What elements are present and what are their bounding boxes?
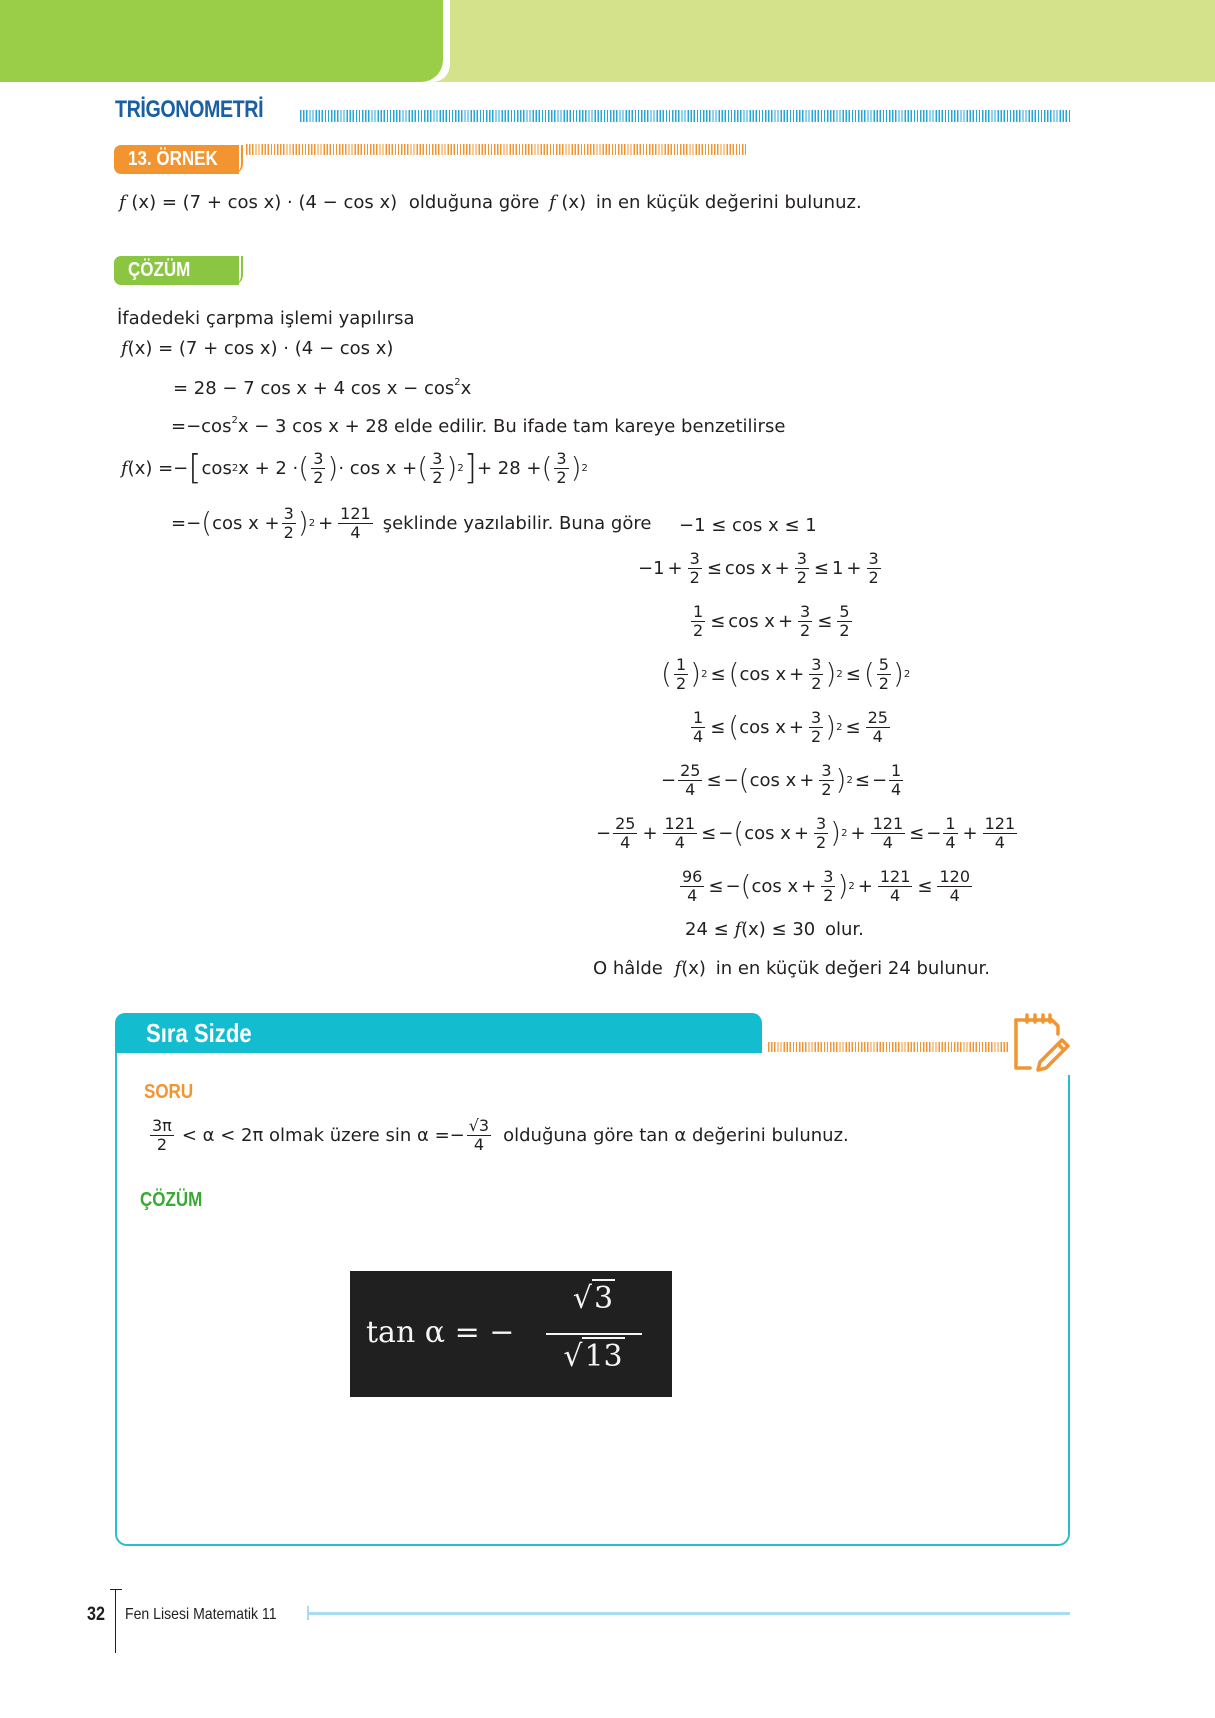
- solution-line-1: f(x) = (7 + cos x) · (4 − cos x): [121, 338, 394, 359]
- solution-line-2: = 28 − 7 cos x + 4 $\cos x - \cos^2x$: [173, 377, 472, 399]
- practice-header-rule: [768, 1042, 1008, 1052]
- inequality-1: −1 ≤ cos x ≤ 1: [679, 515, 817, 536]
- inequality-7: − $\frac{25}{4}$ + $\frac{121}{4}$ ≤ − ( cos x + $\frac{3}{2}$ ) 2 + $\frac{121}{4}$ ≤ − $\frac{1}{4}$ + $\frac{121}{4}$: [596, 813, 1016, 852]
- question-label: SORU: [144, 1081, 194, 1103]
- inequality-8: $\frac{96}{4}$ ≤ − ( cos x + $\frac{3}{2}$ ) 2 + $\frac{121}{4}$ ≤ $\frac{120}{4}$: [682, 866, 971, 905]
- answer-lhs: tan α = −: [366, 1315, 515, 1350]
- answer-denominator: √13: [563, 1339, 623, 1374]
- practice-solution-label: ÇÖZÜM: [140, 1189, 203, 1211]
- answer-numerator: √3: [572, 1281, 614, 1316]
- solution-intro: İfadedeki çarpma işlemi yapılırsa: [117, 308, 415, 329]
- practice-title: Sıra Sizde: [146, 1018, 252, 1048]
- inequality-final: 24 ≤ f(x) ≤ 30 olur.: [685, 919, 864, 940]
- chapter-title: TRİGONOMETRİ: [115, 96, 264, 123]
- page-number: 32: [87, 1604, 105, 1625]
- inequality-5: $\frac{1}{4}$ ≤ ( cos x + $\frac{3}{2}$ ) 2 ≤ $\frac{25}{4}$: [693, 707, 888, 746]
- footer-rule: [308, 1612, 1070, 1615]
- example-tag-rule: [246, 144, 746, 155]
- inequality-6: − $\frac{25}{4}$ ≤ − ( cos x + $\frac{3}{2}$ ) 2 ≤ − $\frac{1}{4}$: [661, 760, 902, 799]
- notepad-pencil-icon: [1012, 1010, 1074, 1072]
- banner-curve: [430, 0, 470, 84]
- solution-line-4: f (x) =− [ cos 2 x + 2 · ( $\frac{3}{2}$ ) · cos x + ( $\frac{3}{2}$ ) 2 ] + 28 + ( $\frac{3}{2}$ ) 2: [121, 448, 588, 488]
- top-banner-light: [457, 0, 1215, 82]
- inequality-2: − 1 + $\frac{3}{2}$ ≤ cos x + $\frac{3}{2}$ ≤ 1 + $\frac{3}{2}$: [638, 548, 879, 587]
- chapter-title-rule: [300, 110, 1072, 122]
- example-tag: 13. ÖRNEK: [114, 145, 239, 174]
- practice-question: $\frac{3\pi}{2}$ < α < 2π olmak üzere sin α =− $\frac{√3}{4}$ olduğuna göre tan α değerini bulunuz.: [152, 1115, 849, 1154]
- solution-tag: ÇÖZÜM: [114, 256, 239, 285]
- solution-line-3: $=-\cos^2x - 3$ cos x + 28 elde edilir. Bu ifade tam kareye benzetilirse: [171, 415, 786, 437]
- answer-formula-image: [350, 1271, 672, 1397]
- footer-tick: [110, 1589, 122, 1590]
- top-banner-dark: [0, 0, 443, 82]
- inequality-3: $\frac{1}{2}$ ≤ cos x + $\frac{3}{2}$ ≤ $\frac{5}{2}$: [693, 601, 850, 640]
- footer-divider: [115, 1589, 116, 1653]
- inequality-4: ( $\frac{1}{2}$ ) 2 ≤ ( cos x + $\frac{3}{2}$ ) 2 ≤ ( $\frac{5}{2}$ ) 2: [661, 654, 911, 693]
- book-title: Fen Lisesi Matematik 11: [125, 1606, 277, 1623]
- solution-conclusion: O hâlde f(x) in en küçük değeri 24 bulunur.: [593, 958, 991, 979]
- solution-line-5: =− ( cos x + $\frac{3}{2}$ ) 2 + $\frac{121}{4}$ şeklinde yazılabilir. Buna göre: [171, 503, 652, 542]
- answer-fraction-bar: [546, 1333, 642, 1335]
- example-question: f (x) = (7 + cos x) · (4 − cos x) olduğuna göre f (x) in en küçük değerini bulunuz.: [119, 192, 862, 213]
